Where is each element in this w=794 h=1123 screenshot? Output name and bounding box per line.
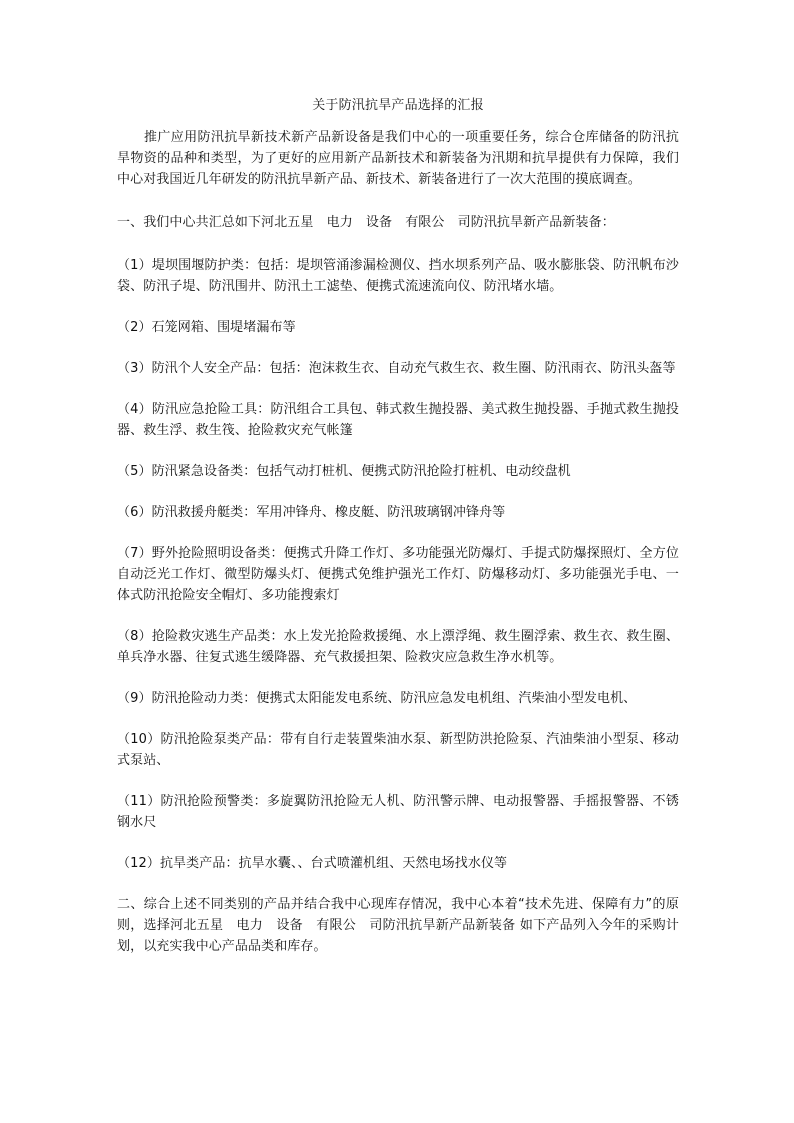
section-one-heading: 一、我们中心共汇总如下河北五星 电力 设备 有限公 司防汛抗旱新产品新装备： <box>117 215 615 230</box>
document-page <box>117 95 679 957</box>
list-item: （10）防汛抢险泵类产品：带有自行走装置柴油水泵、新型防洪抢险泵、汽油柴油小型泵、移动式泵站、 <box>117 732 679 768</box>
list-item: （8）抢险救灾逃生产品类：水上发光抢险救援绳、水上漂浮绳、救生圈浮索、救生衣、救生圈、单兵净水器、往复式逃生缓降器、充气救援担架、险救灾应急救生净水机等。 <box>117 629 679 665</box>
document-title: 关于防汛抗旱产品选择的汇报 <box>312 98 484 113</box>
list-item: （9）防汛抢险动力类：便携式太阳能发电系统、防汛应急发电机组、汽柴油小型发电机、 <box>117 691 637 706</box>
list-item: （7）野外抢险照明设备类：便携式升降工作灯、多功能强光防爆灯、手提式防爆探照灯、全方位自动泛光工作灯、微型防爆头灯、便携式免维护强光工作灯、防爆移动灯、多功能强光手电、一体式防汛抢险安全帽灯、多功能搜索灯 <box>117 546 679 603</box>
list-item: （12）抗旱类产品：抗旱水囊、、台式喷灌机组、天然电场找水仪等 <box>117 856 508 871</box>
list-item: （3）防汛个人安全产品：包括：泡沫救生衣、自动充气救生衣、救生圈、防汛雨衣、防汛头盔等 <box>117 361 676 376</box>
list-item: （2）石笼网箱、围堤堵漏布等 <box>117 320 296 335</box>
list-item: （11）防汛抢险预警类：多旋翼防汛抢险无人机、防汛警示牌、电动报警器、手摇报警器、不锈钢水尺 <box>117 794 679 830</box>
intro-paragraph: 推广应用防汛抗旱新技术新产品新设备是我们中心的一项重要任务，综合仓库储备的防汛抗旱物资的品种和类型，为了更好的应用新产品新技术和新装备为汛期和抗旱提供有力保障，我们中心对我国近几年研发的防汛抗旱新产品、新技术、新装备进行了一次大范围的摸底调查。 <box>117 130 679 187</box>
list-item: （4）防汛应急抢险工具：防汛组合工具包、韩式救生抛投器、美式救生抛投器、手抛式救生抛投器、救生浮、救生筏、抢险救灾充气帐篷 <box>117 402 679 438</box>
list-item: （1）堤坝围堰防护类：包括：堤坝管涌渗漏检测仪、挡水坝系列产品、吸水膨胀袋、防汛帆布沙袋、防汛子堤、防汛围井、防汛土工滤垫、便携式流速流向仪、防汛堵水墙。 <box>117 258 679 294</box>
conclusion-paragraph: 二、综合上述不同类别的产品并结合我中心现库存情况，我中心本着“技术先进、保障有力”的原则，选择河北五星 电力 设备 有限公 司防汛抗旱新产品新装备 如下产品列入今年的采购计划，以充实我中心产品品类和库存。 <box>117 897 679 954</box>
list-item: （5）防汛紧急设备类：包括气动打桩机、便携式防汛抢险打桩机、电动绞盘机 <box>117 464 571 479</box>
list-item: （6）防汛救援舟艇类：军用冲锋舟、橡皮艇、防汛玻璃钢冲锋舟等 <box>117 505 506 520</box>
